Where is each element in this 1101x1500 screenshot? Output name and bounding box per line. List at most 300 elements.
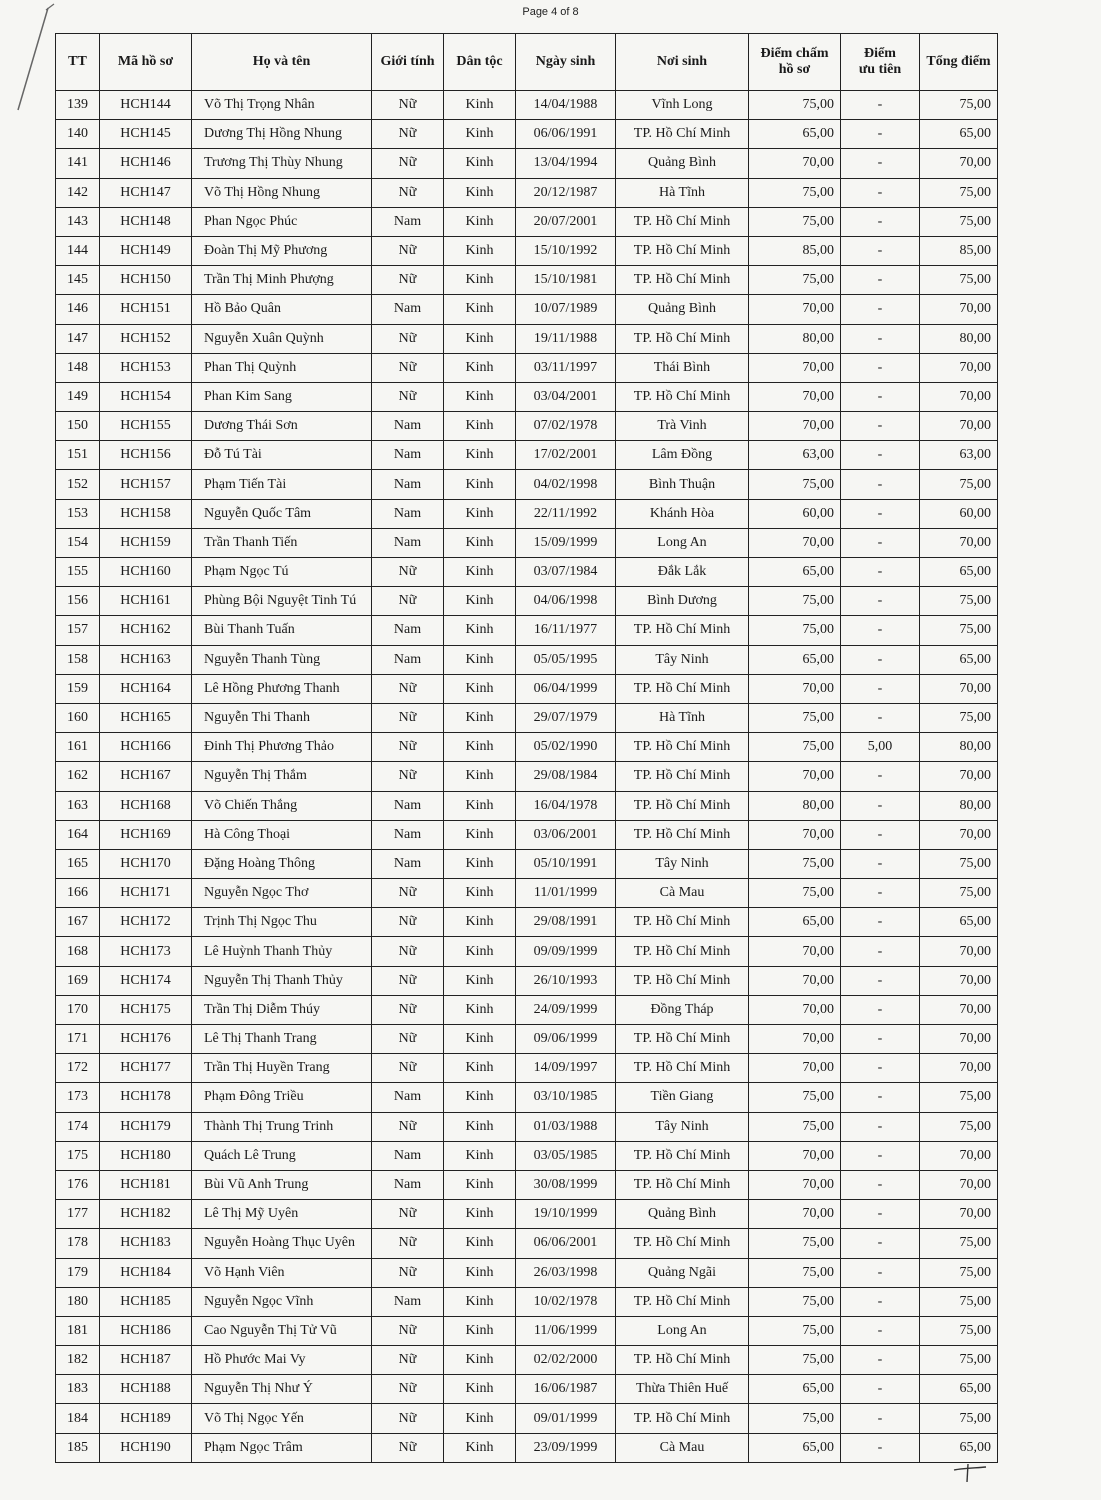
- date-of-birth-cell: 15/10/1981: [516, 266, 616, 295]
- place-of-birth-cell: TP. Hồ Chí Minh: [616, 1025, 749, 1054]
- ethnicity-cell: Kinh: [444, 733, 516, 762]
- place-of-birth-cell: Cà Mau: [616, 879, 749, 908]
- full-name-cell: Trần Thị Minh Phượng: [192, 266, 372, 295]
- total-score-cell: 75,00: [920, 91, 998, 120]
- date-of-birth-cell: 03/11/1997: [516, 353, 616, 382]
- place-of-birth-cell: Quảng Bình: [616, 295, 749, 324]
- total-score-cell: 75,00: [920, 879, 998, 908]
- gender-cell: Nữ: [372, 120, 444, 149]
- priority-points-cell: -: [841, 1433, 920, 1462]
- record-code-cell: HCH182: [100, 1200, 192, 1229]
- date-of-birth-cell: 20/12/1987: [516, 178, 616, 207]
- gender-cell: Nam: [372, 207, 444, 236]
- record-code-cell: HCH147: [100, 178, 192, 207]
- place-of-birth-cell: Vĩnh Long: [616, 91, 749, 120]
- ethnicity-cell: Kinh: [444, 616, 516, 645]
- record-code-cell: HCH163: [100, 645, 192, 674]
- date-of-birth-cell: 16/11/1977: [516, 616, 616, 645]
- row-number-cell: 156: [56, 587, 100, 616]
- gender-cell: Nữ: [372, 236, 444, 265]
- full-name-cell: Phạm Ngọc Tú: [192, 558, 372, 587]
- record-code-cell: HCH172: [100, 908, 192, 937]
- ethnicity-cell: Kinh: [444, 412, 516, 441]
- place-of-birth-cell: Bình Dương: [616, 587, 749, 616]
- priority-points-cell: -: [841, 1083, 920, 1112]
- row-number-cell: 174: [56, 1112, 100, 1141]
- date-of-birth-cell: 26/10/1993: [516, 966, 616, 995]
- record-score-cell: 65,00: [749, 1375, 841, 1404]
- priority-points-cell: -: [841, 849, 920, 878]
- record-code-cell: HCH186: [100, 1316, 192, 1345]
- priority-points-cell: -: [841, 236, 920, 265]
- place-of-birth-cell: Cà Mau: [616, 1433, 749, 1462]
- date-of-birth-cell: 05/02/1990: [516, 733, 616, 762]
- record-score-cell: 70,00: [749, 412, 841, 441]
- date-of-birth-cell: 13/04/1994: [516, 149, 616, 178]
- date-of-birth-cell: 11/06/1999: [516, 1316, 616, 1345]
- gender-cell: Nữ: [372, 674, 444, 703]
- record-score-cell: 63,00: [749, 441, 841, 470]
- record-code-cell: HCH151: [100, 295, 192, 324]
- table-row: [56, 645, 998, 674]
- date-of-birth-cell: 03/07/1984: [516, 558, 616, 587]
- table-row: [56, 353, 998, 382]
- priority-points-cell: -: [841, 908, 920, 937]
- table-row: [56, 1112, 998, 1141]
- row-number-cell: 162: [56, 762, 100, 791]
- priority-points-cell: -: [841, 1287, 920, 1316]
- row-number-cell: 181: [56, 1316, 100, 1345]
- gender-cell: Nữ: [372, 1258, 444, 1287]
- gender-cell: Nam: [372, 849, 444, 878]
- total-score-cell: 75,00: [920, 849, 998, 878]
- total-score-cell: 75,00: [920, 1404, 998, 1433]
- place-of-birth-cell: Thừa Thiên Huế: [616, 1375, 749, 1404]
- gender-cell: Nam: [372, 1170, 444, 1199]
- full-name-cell: Nguyễn Thi Thanh: [192, 703, 372, 732]
- record-score-cell: 70,00: [749, 149, 841, 178]
- record-score-cell: 75,00: [749, 91, 841, 120]
- row-number-cell: 142: [56, 178, 100, 207]
- full-name-cell: Trịnh Thị Ngọc Thu: [192, 908, 372, 937]
- row-number-cell: 146: [56, 295, 100, 324]
- table-row: [56, 1054, 998, 1083]
- total-score-cell: 65,00: [920, 558, 998, 587]
- gender-cell: Nam: [372, 616, 444, 645]
- row-number-cell: 147: [56, 324, 100, 353]
- record-code-cell: HCH156: [100, 441, 192, 470]
- table-row: [56, 733, 998, 762]
- ethnicity-cell: Kinh: [444, 1346, 516, 1375]
- priority-points-cell: -: [841, 1141, 920, 1170]
- full-name-cell: Nguyễn Hoàng Thục Uyên: [192, 1229, 372, 1258]
- total-score-cell: 75,00: [920, 1083, 998, 1112]
- full-name-cell: Bùi Vũ Anh Trung: [192, 1170, 372, 1199]
- full-name-cell: Trần Thị Huyền Trang: [192, 1054, 372, 1083]
- record-score-cell: 75,00: [749, 1287, 841, 1316]
- table-row: [56, 587, 998, 616]
- priority-points-cell: -: [841, 441, 920, 470]
- place-of-birth-cell: TP. Hồ Chí Minh: [616, 1346, 749, 1375]
- ethnicity-cell: Kinh: [444, 1025, 516, 1054]
- place-of-birth-cell: TP. Hồ Chí Minh: [616, 382, 749, 411]
- ethnicity-cell: Kinh: [444, 470, 516, 499]
- record-code-cell: HCH145: [100, 120, 192, 149]
- table-row: [56, 412, 998, 441]
- total-score-cell: 75,00: [920, 1346, 998, 1375]
- date-of-birth-cell: 26/03/1998: [516, 1258, 616, 1287]
- place-of-birth-cell: TP. Hồ Chí Minh: [616, 966, 749, 995]
- record-score-cell: 70,00: [749, 382, 841, 411]
- place-of-birth-cell: TP. Hồ Chí Minh: [616, 616, 749, 645]
- total-score-cell: 70,00: [920, 412, 998, 441]
- gender-cell: Nữ: [372, 908, 444, 937]
- priority-points-cell: -: [841, 324, 920, 353]
- row-number-cell: 160: [56, 703, 100, 732]
- table-header: [56, 34, 998, 91]
- place-of-birth-cell: TP. Hồ Chí Minh: [616, 1287, 749, 1316]
- full-name-cell: Lê Thị Thanh Trang: [192, 1025, 372, 1054]
- header-full-name: Họ và tên: [192, 34, 372, 91]
- table-row: [56, 879, 998, 908]
- total-score-cell: 65,00: [920, 1375, 998, 1404]
- date-of-birth-cell: 06/06/2001: [516, 1229, 616, 1258]
- full-name-cell: Nguyễn Thanh Tùng: [192, 645, 372, 674]
- record-score-cell: 85,00: [749, 236, 841, 265]
- record-score-cell: 70,00: [749, 820, 841, 849]
- record-code-cell: HCH188: [100, 1375, 192, 1404]
- ethnicity-cell: Kinh: [444, 674, 516, 703]
- header-record-score-line2: hồ sơ: [778, 62, 811, 77]
- total-score-cell: 75,00: [920, 207, 998, 236]
- table-row: [56, 91, 998, 120]
- total-score-cell: 80,00: [920, 791, 998, 820]
- header-priority-points: [841, 34, 920, 91]
- table-row: [56, 791, 998, 820]
- record-score-cell: 65,00: [749, 908, 841, 937]
- full-name-cell: Đỗ Tú Tài: [192, 441, 372, 470]
- full-name-cell: Lê Huỳnh Thanh Thủy: [192, 937, 372, 966]
- place-of-birth-cell: TP. Hồ Chí Minh: [616, 1229, 749, 1258]
- row-number-cell: 183: [56, 1375, 100, 1404]
- table-row: [56, 382, 998, 411]
- priority-points-cell: -: [841, 1229, 920, 1258]
- date-of-birth-cell: 19/11/1988: [516, 324, 616, 353]
- gender-cell: Nữ: [372, 178, 444, 207]
- date-of-birth-cell: 15/10/1992: [516, 236, 616, 265]
- table-row: [56, 1025, 998, 1054]
- date-of-birth-cell: 10/02/1978: [516, 1287, 616, 1316]
- record-code-cell: HCH160: [100, 558, 192, 587]
- gender-cell: Nữ: [372, 91, 444, 120]
- table-row: [56, 966, 998, 995]
- date-of-birth-cell: 23/09/1999: [516, 1433, 616, 1462]
- record-code-cell: HCH179: [100, 1112, 192, 1141]
- ethnicity-cell: Kinh: [444, 1287, 516, 1316]
- row-number-cell: 176: [56, 1170, 100, 1199]
- priority-points-cell: -: [841, 499, 920, 528]
- record-code-cell: HCH166: [100, 733, 192, 762]
- header-record-score: [749, 34, 841, 91]
- priority-points-cell: -: [841, 937, 920, 966]
- ethnicity-cell: Kinh: [444, 324, 516, 353]
- place-of-birth-cell: TP. Hồ Chí Minh: [616, 674, 749, 703]
- total-score-cell: 70,00: [920, 995, 998, 1024]
- priority-points-cell: -: [841, 412, 920, 441]
- priority-points-cell: -: [841, 966, 920, 995]
- record-code-cell: HCH169: [100, 820, 192, 849]
- table-row: [56, 1083, 998, 1112]
- results-table-container: [55, 33, 997, 1463]
- date-of-birth-cell: 01/03/1988: [516, 1112, 616, 1141]
- place-of-birth-cell: TP. Hồ Chí Minh: [616, 733, 749, 762]
- ethnicity-cell: Kinh: [444, 995, 516, 1024]
- gender-cell: Nữ: [372, 1054, 444, 1083]
- full-name-cell: Nguyễn Xuân Quỳnh: [192, 324, 372, 353]
- place-of-birth-cell: TP. Hồ Chí Minh: [616, 120, 749, 149]
- header-tt: TT: [56, 34, 100, 91]
- header-record-code: Mã hồ sơ: [100, 34, 192, 91]
- place-of-birth-cell: TP. Hồ Chí Minh: [616, 1054, 749, 1083]
- date-of-birth-cell: 15/09/1999: [516, 528, 616, 557]
- table-row: [56, 207, 998, 236]
- record-code-cell: HCH180: [100, 1141, 192, 1170]
- total-score-cell: 65,00: [920, 1433, 998, 1462]
- row-number-cell: 143: [56, 207, 100, 236]
- record-score-cell: 65,00: [749, 558, 841, 587]
- record-code-cell: HCH157: [100, 470, 192, 499]
- total-score-cell: 70,00: [920, 1141, 998, 1170]
- total-score-cell: 75,00: [920, 470, 998, 499]
- row-number-cell: 165: [56, 849, 100, 878]
- gender-cell: Nam: [372, 791, 444, 820]
- place-of-birth-cell: TP. Hồ Chí Minh: [616, 937, 749, 966]
- table-row: [56, 908, 998, 937]
- record-code-cell: HCH150: [100, 266, 192, 295]
- priority-points-cell: 5,00: [841, 733, 920, 762]
- row-number-cell: 153: [56, 499, 100, 528]
- full-name-cell: Võ Thị Hồng Nhung: [192, 178, 372, 207]
- gender-cell: Nam: [372, 528, 444, 557]
- priority-points-cell: -: [841, 295, 920, 324]
- total-score-cell: 75,00: [920, 703, 998, 732]
- full-name-cell: Võ Hạnh Viên: [192, 1258, 372, 1287]
- record-code-cell: HCH165: [100, 703, 192, 732]
- date-of-birth-cell: 22/11/1992: [516, 499, 616, 528]
- record-score-cell: 80,00: [749, 324, 841, 353]
- row-number-cell: 167: [56, 908, 100, 937]
- table-row: [56, 674, 998, 703]
- table-row: [56, 324, 998, 353]
- priority-points-cell: -: [841, 645, 920, 674]
- row-number-cell: 141: [56, 149, 100, 178]
- row-number-cell: 180: [56, 1287, 100, 1316]
- place-of-birth-cell: TP. Hồ Chí Minh: [616, 236, 749, 265]
- date-of-birth-cell: 09/09/1999: [516, 937, 616, 966]
- header-priority-line1: Điểm: [864, 46, 896, 61]
- ethnicity-cell: Kinh: [444, 353, 516, 382]
- place-of-birth-cell: Trà Vinh: [616, 412, 749, 441]
- place-of-birth-cell: Bình Thuận: [616, 470, 749, 499]
- place-of-birth-cell: Long An: [616, 1316, 749, 1345]
- gender-cell: Nữ: [372, 1229, 444, 1258]
- priority-points-cell: -: [841, 1316, 920, 1345]
- record-score-cell: 75,00: [749, 266, 841, 295]
- priority-points-cell: -: [841, 1200, 920, 1229]
- table-body: [56, 91, 998, 1463]
- date-of-birth-cell: 05/05/1995: [516, 645, 616, 674]
- ethnicity-cell: Kinh: [444, 120, 516, 149]
- place-of-birth-cell: Quảng Bình: [616, 149, 749, 178]
- full-name-cell: Võ Chiến Thắng: [192, 791, 372, 820]
- gender-cell: Nữ: [372, 1375, 444, 1404]
- priority-points-cell: -: [841, 353, 920, 382]
- place-of-birth-cell: Quảng Bình: [616, 1200, 749, 1229]
- row-number-cell: 185: [56, 1433, 100, 1462]
- table-row: [56, 441, 998, 470]
- table-row: [56, 558, 998, 587]
- date-of-birth-cell: 04/02/1998: [516, 470, 616, 499]
- ethnicity-cell: Kinh: [444, 908, 516, 937]
- ethnicity-cell: Kinh: [444, 966, 516, 995]
- record-code-cell: HCH149: [100, 236, 192, 265]
- record-score-cell: 70,00: [749, 995, 841, 1024]
- table-row: [56, 470, 998, 499]
- date-of-birth-cell: 03/04/2001: [516, 382, 616, 411]
- row-number-cell: 168: [56, 937, 100, 966]
- row-number-cell: 173: [56, 1083, 100, 1112]
- gender-cell: Nữ: [372, 382, 444, 411]
- record-score-cell: 75,00: [749, 1083, 841, 1112]
- row-number-cell: 149: [56, 382, 100, 411]
- date-of-birth-cell: 24/09/1999: [516, 995, 616, 1024]
- full-name-cell: Hồ Bảo Quân: [192, 295, 372, 324]
- table-row: [56, 820, 998, 849]
- row-number-cell: 161: [56, 733, 100, 762]
- gender-cell: Nữ: [372, 1404, 444, 1433]
- date-of-birth-cell: 11/01/1999: [516, 879, 616, 908]
- total-score-cell: 80,00: [920, 733, 998, 762]
- record-code-cell: HCH154: [100, 382, 192, 411]
- total-score-cell: 70,00: [920, 1200, 998, 1229]
- gender-cell: Nam: [372, 441, 444, 470]
- priority-points-cell: -: [841, 120, 920, 149]
- header-date-of-birth: Ngày sinh: [516, 34, 616, 91]
- total-score-cell: 75,00: [920, 1316, 998, 1345]
- ethnicity-cell: Kinh: [444, 1054, 516, 1083]
- record-score-cell: 70,00: [749, 1200, 841, 1229]
- gender-cell: Nữ: [372, 266, 444, 295]
- record-code-cell: HCH170: [100, 849, 192, 878]
- gender-cell: Nữ: [372, 1316, 444, 1345]
- record-code-cell: HCH159: [100, 528, 192, 557]
- table-row: [56, 762, 998, 791]
- priority-points-cell: -: [841, 1346, 920, 1375]
- full-name-cell: Thành Thị Trung Trinh: [192, 1112, 372, 1141]
- place-of-birth-cell: Hà Tĩnh: [616, 178, 749, 207]
- ethnicity-cell: Kinh: [444, 178, 516, 207]
- date-of-birth-cell: 16/04/1978: [516, 791, 616, 820]
- total-score-cell: 70,00: [920, 1170, 998, 1199]
- record-score-cell: 70,00: [749, 1025, 841, 1054]
- record-code-cell: HCH168: [100, 791, 192, 820]
- full-name-cell: Phan Kim Sang: [192, 382, 372, 411]
- record-score-cell: 75,00: [749, 616, 841, 645]
- place-of-birth-cell: Lâm Đồng: [616, 441, 749, 470]
- header-place-of-birth: Nơi sinh: [616, 34, 749, 91]
- place-of-birth-cell: Thái Bình: [616, 353, 749, 382]
- record-code-cell: HCH183: [100, 1229, 192, 1258]
- record-score-cell: 70,00: [749, 937, 841, 966]
- record-code-cell: HCH177: [100, 1054, 192, 1083]
- total-score-cell: 70,00: [920, 966, 998, 995]
- row-number-cell: 159: [56, 674, 100, 703]
- record-code-cell: HCH153: [100, 353, 192, 382]
- record-score-cell: 70,00: [749, 353, 841, 382]
- ethnicity-cell: Kinh: [444, 1229, 516, 1258]
- ethnicity-cell: Kinh: [444, 1170, 516, 1199]
- ethnicity-cell: Kinh: [444, 1083, 516, 1112]
- priority-points-cell: -: [841, 528, 920, 557]
- total-score-cell: 65,00: [920, 645, 998, 674]
- page-number-label: Page 4 of 8: [522, 6, 579, 18]
- ethnicity-cell: Kinh: [444, 1258, 516, 1287]
- priority-points-cell: -: [841, 587, 920, 616]
- record-code-cell: HCH187: [100, 1346, 192, 1375]
- record-code-cell: HCH189: [100, 1404, 192, 1433]
- table-row: [56, 1346, 998, 1375]
- record-score-cell: 75,00: [749, 1112, 841, 1141]
- table-row: [56, 499, 998, 528]
- priority-points-cell: -: [841, 207, 920, 236]
- record-score-cell: 75,00: [749, 178, 841, 207]
- initials-mark: [950, 1462, 990, 1484]
- priority-points-cell: -: [841, 1170, 920, 1199]
- table-row: [56, 1170, 998, 1199]
- priority-points-cell: -: [841, 1025, 920, 1054]
- priority-points-cell: -: [841, 470, 920, 499]
- ethnicity-cell: Kinh: [444, 149, 516, 178]
- record-score-cell: 75,00: [749, 1258, 841, 1287]
- gender-cell: Nam: [372, 295, 444, 324]
- gender-cell: Nam: [372, 499, 444, 528]
- record-code-cell: HCH181: [100, 1170, 192, 1199]
- record-code-cell: HCH173: [100, 937, 192, 966]
- place-of-birth-cell: Long An: [616, 528, 749, 557]
- total-score-cell: 70,00: [920, 149, 998, 178]
- ethnicity-cell: Kinh: [444, 1141, 516, 1170]
- gender-cell: Nữ: [372, 966, 444, 995]
- row-number-cell: 139: [56, 91, 100, 120]
- full-name-cell: Phạm Tiến Tài: [192, 470, 372, 499]
- ethnicity-cell: Kinh: [444, 382, 516, 411]
- record-code-cell: HCH155: [100, 412, 192, 441]
- priority-points-cell: -: [841, 616, 920, 645]
- place-of-birth-cell: Tiền Giang: [616, 1083, 749, 1112]
- priority-points-cell: -: [841, 1112, 920, 1141]
- ethnicity-cell: Kinh: [444, 820, 516, 849]
- place-of-birth-cell: TP. Hồ Chí Minh: [616, 1170, 749, 1199]
- record-code-cell: HCH171: [100, 879, 192, 908]
- total-score-cell: 70,00: [920, 820, 998, 849]
- table-row: [56, 120, 998, 149]
- date-of-birth-cell: 29/07/1979: [516, 703, 616, 732]
- priority-points-cell: -: [841, 820, 920, 849]
- row-number-cell: 158: [56, 645, 100, 674]
- place-of-birth-cell: Hà Tĩnh: [616, 703, 749, 732]
- record-code-cell: HCH178: [100, 1083, 192, 1112]
- total-score-cell: 70,00: [920, 295, 998, 324]
